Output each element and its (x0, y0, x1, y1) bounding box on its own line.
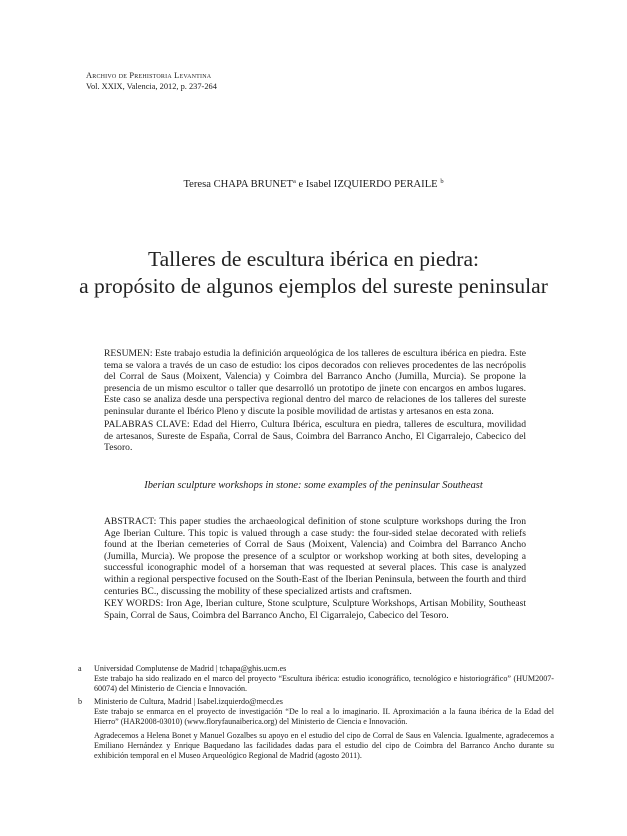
footnote-b-project: Este trabajo se enmarca en el proyecto de investigación “De lo real a lo imaginario. II. Aproximación a la fauna ibérica de la Edad del Hierro” (HAR2008-03010) (www.floryfaunaiberica.org) del Ministerio de Ciencia e Innovación. (94, 707, 554, 726)
footnote-a (78, 664, 554, 694)
footnote-b (78, 697, 554, 727)
article-title (40, 246, 587, 300)
title-line-2: a propósito de algunos ejemplos del sureste peninsular (79, 274, 548, 298)
key-words-paragraph: KEY WORDS: Iron Age, Iberian culture, Stone sculpture, Sculpture Workshops, Artisan Mobility, Southeast Spain, Corral de Saus, Coimbra del Barranco Ancho, El Cigarralejo, Cabecico del Tesoro. (104, 598, 526, 621)
footnote-a-affiliation: Universidad Complutense de Madrid | tchapa@ghis.ucm.es (94, 664, 287, 673)
palabras-clave-paragraph: PALABRAS CLAVE: Edad del Hierro, Cultura Ibérica, escultura en piedra, talleres de escultura, movilidad de artesanos, Sureste de España, Corral de Saus, Coimbra del Barranco Ancho, El Cigarralejo, Cabecico del Tesoro. (104, 419, 526, 454)
author-mark-a: a (292, 178, 296, 185)
author-connector: e (295, 179, 306, 190)
english-title: Iberian sculpture workshops in stone: some examples of the peninsular Southeast (144, 480, 483, 491)
title-line-1: Talleres de escultura ibérica en piedra: (148, 247, 479, 271)
resumen-paragraph: RESUMEN: Este trabajo estudia la definición arqueológica de los talleres de escultura ibérica en piedra. Este tema se valora a través de un caso de estudio: los cipos decorados con relieves procedentes de las necrópolis del Corral de Saus (Moixent, Valencia) y Coimbra del Barranco Ancho (Jumilla, Murcia). Se propone la presencia de un mismo escultor o taller que desarrolló un prototipo de jinete con encargos en ambos lugares. Este caso se analiza desde una perspectiva regional dentro del marco de relaciones de los talleres del sureste peninsular durante el Ibérico Pleno y discute la posible movilidad de artistas y artesanos en esta zona. (104, 348, 526, 417)
footnotes (78, 664, 554, 761)
footnote-a-project: Este trabajo ha sido realizado en el marco del proyecto “Escultura ibérica: estudio iconográfico, tecnológico e historiográfico” (HUM2007-60074) del Ministerio de Ciencia e Innovación. (94, 674, 554, 693)
journal-header (86, 70, 217, 92)
abstract-paragraph: ABSTRACT: This paper studies the archaeological definition of stone sculpture workshops during the Iron Age Iberian Culture. This topic is valued through a case study: the four-sided stelae decorated with reliefs found at the Iberian cemeteries of Corral de Saus (Moixent, Valencia) and Coimbra del Barranco Ancho (Jumilla, Murcia). We propose the presence of a sculptor or workshop working at both sites, developing a successful iconographic model of a horseman that was requested at several places. This case is analyzed within a regional perspective focused on the South-East of the Iberian Peninsula, between the fourth and third centuries BC., discussing the mobility of these specialized artists and craftsmen. (104, 516, 526, 597)
journal-volume: Vol. XXIX, Valencia, 2012, p. 237-264 (86, 82, 217, 91)
author-izquierdo: Isabel IZQUIERDO PERAILE (305, 179, 438, 190)
footnote-mark-a: a (78, 664, 82, 673)
footnote-b-affiliation: Ministerio de Cultura, Madrid | Isabel.izquierdo@mecd.es (94, 697, 283, 706)
journal-name: Archivo de Prehistoria Levantina (86, 71, 212, 80)
footnote-mark-b: b (78, 697, 83, 706)
author-chapa: Teresa CHAPA BRUNET (183, 179, 293, 190)
authors-line (0, 178, 627, 190)
author-mark-b: b (440, 178, 444, 185)
acknowledgements: Agradecemos a Helena Bonet y Manuel Gozalbes su apoyo en el estudio del cipo de Corral de Saus en Valencia. Igualmente, agradecemos a Emiliano Hernández y Enrique Baquedano las facilidades dadas para el estudio del cipo de Coimbra del Barranco Ancho durante su exhibición temporal en el Museo Arqueológico Regional de Madrid (agosto 2011). (94, 731, 554, 760)
